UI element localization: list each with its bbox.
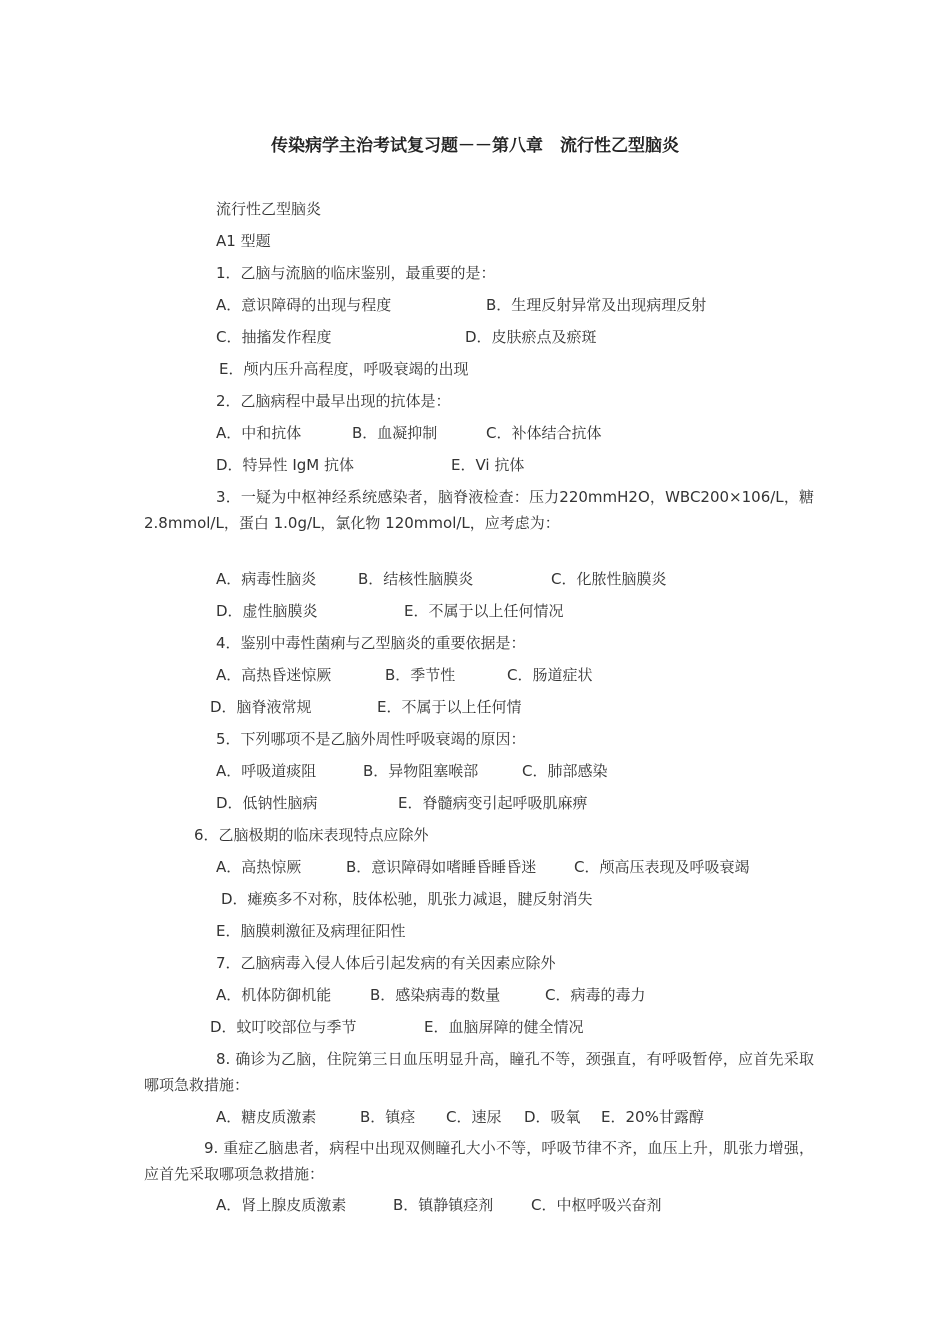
q8-stem: 8. 确诊为乙脑，住院第三日血压明显升高，瞳孔不等，颈强直，有呼吸暂停，应首先采取哪项急救措施： bbox=[144, 1050, 814, 1094]
q6-option-a: A．高热惊厥 bbox=[216, 858, 302, 876]
q7-option-e: E．血脑屏障的健全情况 bbox=[424, 1018, 584, 1036]
q2-option-e: E．Vi 抗体 bbox=[451, 456, 525, 474]
q7-option-a: A．机体防御机能 bbox=[216, 986, 332, 1004]
q9-option-a: A．肾上腺皮质激素 bbox=[216, 1196, 347, 1214]
q2-option-b: B．血凝抑制 bbox=[352, 424, 438, 442]
q7-option-c: C．病毒的毒力 bbox=[545, 986, 646, 1004]
q9-stem: 9. 重症乙脑患者，病程中出现双侧瞳孔大小不等，呼吸节律不齐，血压上升，肌张力增强，应首先采取哪项急救措施： bbox=[144, 1139, 814, 1183]
q5-stem: 5．下列哪项不是乙脑外周性呼吸衰竭的原因： bbox=[216, 730, 526, 748]
q8-option-c: C．速尿 bbox=[446, 1108, 502, 1126]
q2-stem: 2．乙脑病程中最早出现的抗体是： bbox=[216, 392, 451, 410]
question-type: A1 型题 bbox=[216, 232, 271, 250]
section-heading: 流行性乙型脑炎 bbox=[216, 200, 322, 218]
q3-option-b: B．结核性脑膜炎 bbox=[358, 570, 474, 588]
q7-option-b: B．感染病毒的数量 bbox=[370, 986, 501, 1004]
q7-option-d: D．蚊叮咬部位与季节 bbox=[210, 1018, 357, 1036]
q6-option-d: D．瘫痪多不对称，肢体松驰，肌张力减退，腱反射消失 bbox=[221, 890, 593, 908]
q2-option-c: C．补体结合抗体 bbox=[486, 424, 602, 442]
q9-option-b: B．镇静镇痉剂 bbox=[393, 1196, 494, 1214]
q6-stem: 6．乙脑极期的临床表现特点应除外 bbox=[194, 826, 429, 844]
q5-option-a: A．呼吸道痰阻 bbox=[216, 762, 317, 780]
q1-option-e: E．颅内压升高程度，呼吸衰竭的出现 bbox=[219, 360, 469, 378]
q1-option-a: A．意识障碍的出现与程度 bbox=[216, 296, 392, 314]
q4-option-e: E．不属于以上任何情 bbox=[377, 698, 522, 716]
document-title: 传染病学主治考试复习题－－第八章 流行性乙型脑炎 bbox=[271, 136, 679, 156]
q8-option-e: E．20%甘露醇 bbox=[601, 1108, 704, 1126]
q4-stem: 4．鉴别中毒性菌痢与乙型脑炎的重要依据是： bbox=[216, 634, 526, 652]
q3-option-c: C．化脓性脑膜炎 bbox=[551, 570, 667, 588]
q7-stem: 7．乙脑病毒入侵人体后引起发病的有关因素应除外 bbox=[216, 954, 556, 972]
q5-option-e: E．脊髓病变引起呼吸肌麻痹 bbox=[398, 794, 588, 812]
q8-option-a: A．糖皮质激素 bbox=[216, 1108, 317, 1126]
q8-option-d: D．吸氧 bbox=[524, 1108, 581, 1126]
q4-option-d: D．脑脊液常规 bbox=[210, 698, 312, 716]
q1-option-d: D．皮肤瘀点及瘀斑 bbox=[465, 328, 597, 346]
q5-option-d: D．低钠性脑病 bbox=[216, 794, 318, 812]
q4-option-c: C．肠道症状 bbox=[507, 666, 593, 684]
q3-option-a: A．病毒性脑炎 bbox=[216, 570, 317, 588]
q1-stem: 1．乙脑与流脑的临床鉴别，最重要的是： bbox=[216, 264, 496, 282]
q3-stem: 3．一疑为中枢神经系统感染者，脑脊液检查：压力220mmH2O，WBC200×106/L，糖 2.8mmol/L，蛋白 1.0g/L，氯化物 120mmol/L，应考虑为： bbox=[144, 488, 814, 532]
q6-option-e: E．脑膜刺激征及病理征阳性 bbox=[216, 922, 406, 940]
q1-option-b: B．生理反射异常及出现病理反射 bbox=[486, 296, 707, 314]
q2-option-d: D．特异性 IgM 抗体 bbox=[216, 456, 354, 474]
q5-option-b: B．异物阻塞喉部 bbox=[363, 762, 479, 780]
q1-option-c: C．抽搐发作程度 bbox=[216, 328, 332, 346]
q6-option-c: C．颅高压表现及呼吸衰竭 bbox=[574, 858, 750, 876]
q6-option-b: B．意识障碍如嗜睡昏睡昏迷 bbox=[346, 858, 537, 876]
q4-option-a: A．高热昏迷惊厥 bbox=[216, 666, 332, 684]
q8-option-b: B．镇痉 bbox=[360, 1108, 416, 1126]
q5-option-c: C．肺部感染 bbox=[522, 762, 608, 780]
q9-option-c: C．中枢呼吸兴奋剂 bbox=[531, 1196, 662, 1214]
q4-option-b: B．季节性 bbox=[385, 666, 456, 684]
q2-option-a: A．中和抗体 bbox=[216, 424, 302, 442]
q3-option-e: E．不属于以上任何情况 bbox=[404, 602, 564, 620]
q3-option-d: D．虚性脑膜炎 bbox=[216, 602, 318, 620]
